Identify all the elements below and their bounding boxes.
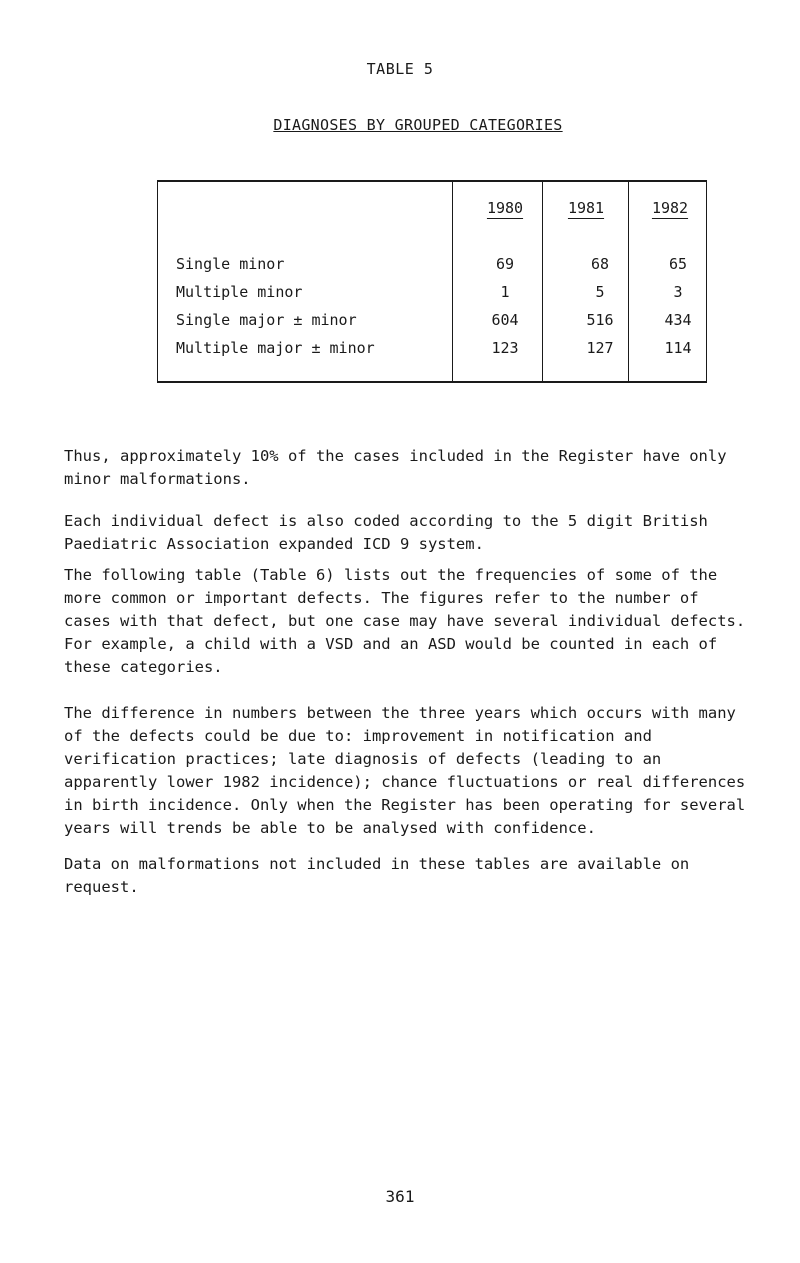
paragraph-coding-system: Each individual defect is also coded according to the 5 digit British Paediatric Association expanded ICD 9 system.	[64, 512, 708, 553]
row-label-multiple-minor: Multiple minor	[176, 283, 303, 301]
table-cell: 604	[491, 311, 519, 329]
column-header-1981: 1981	[567, 199, 605, 217]
column-divider	[542, 180, 543, 383]
table-title: TABLE 5	[366, 60, 434, 78]
table-cell: 516	[586, 311, 614, 329]
row-label-multiple-major: Multiple major ± minor	[176, 339, 375, 357]
page-number: 361	[385, 1187, 415, 1206]
column-divider	[452, 180, 453, 383]
table-cell: 123	[491, 339, 519, 357]
paragraph-differences: The difference in numbers between the three years which occurs with many of the defects could be due to: improvement in notification and verification practices; late diagnosis of defects (leading to an apparently lower 1982 incidence); chance fluctuations or real differences in birth incidence. Only when the Register has been operating for several years will trends be able to be analysed with confidence.	[64, 704, 746, 837]
paragraph-minor-malformations: Thus, approximately 10% of the cases included in the Register have only minor malformations.	[64, 447, 727, 488]
column-header-1982: 1982	[651, 199, 689, 217]
row-label-single-minor: Single minor	[176, 255, 285, 273]
table-cell: 1	[500, 283, 510, 301]
table-cell: 434	[664, 311, 692, 329]
column-header-1980: 1980	[486, 199, 524, 217]
table-cell: 68	[590, 255, 610, 273]
table-subtitle: DIAGNOSES BY GROUPED CATEGORIES	[273, 116, 563, 134]
table-cell: 5	[595, 283, 605, 301]
paragraph-data-request: Data on malformations not included in these tables are available on request.	[64, 855, 690, 896]
table-cell: 69	[495, 255, 515, 273]
table-cell: 65	[668, 255, 688, 273]
table-cell: 127	[586, 339, 614, 357]
table-cell: 3	[673, 283, 683, 301]
paragraph-table-6-description: The following table (Table 6) lists out the frequencies of some of the more common or important defects. The figures refer to the number of cases with that defect, but one case may have several individual defects. For example, a child with a VSD and an ASD would be counted in each of these categories.	[64, 566, 746, 676]
table-cell: 114	[664, 339, 692, 357]
row-label-single-major: Single major ± minor	[176, 311, 357, 329]
